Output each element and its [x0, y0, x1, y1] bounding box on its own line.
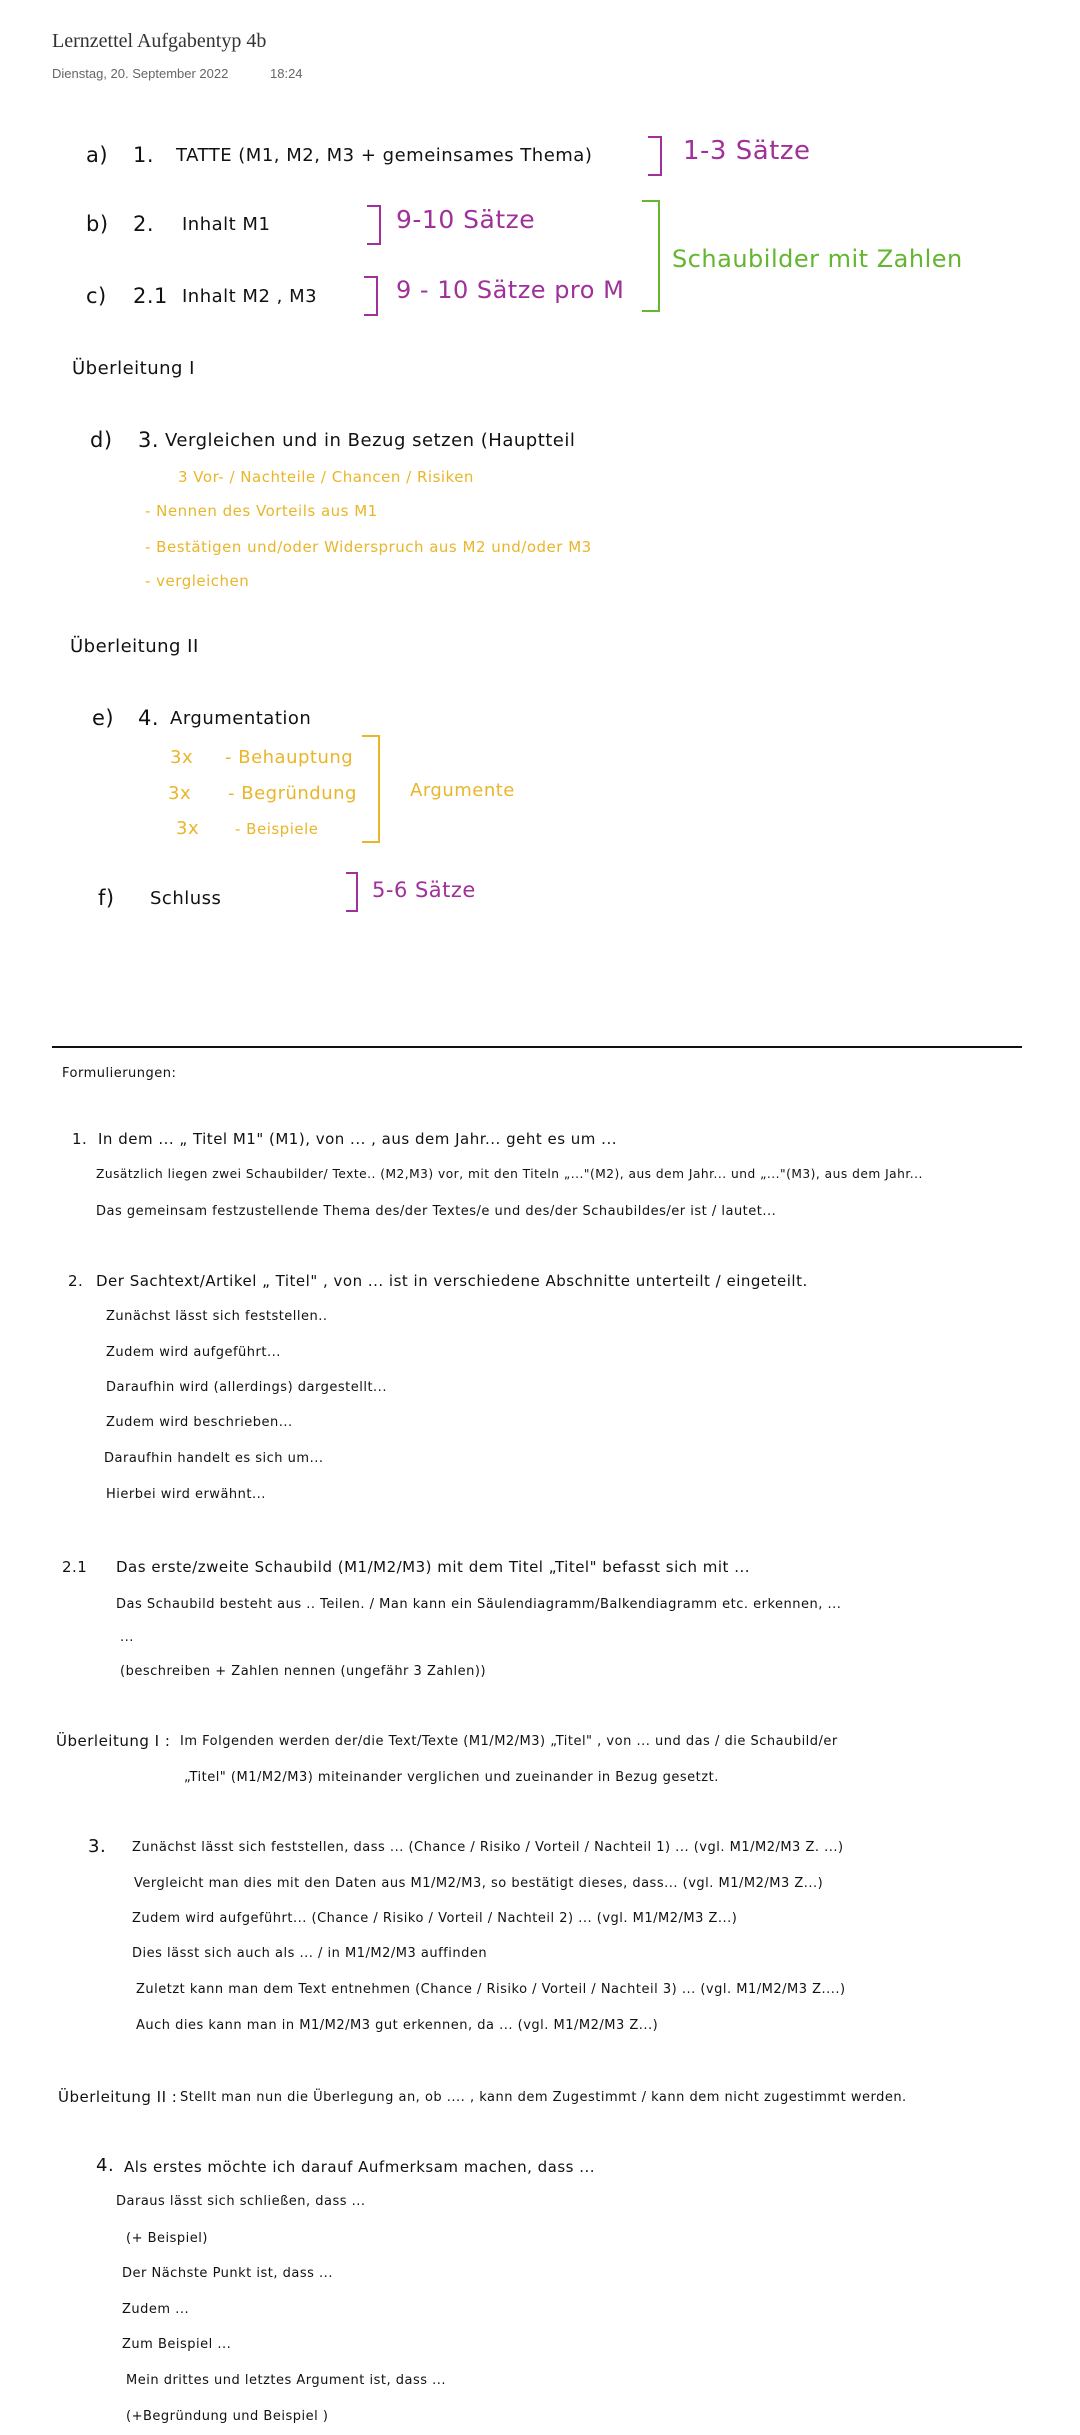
item-f-text: Schluss	[150, 888, 222, 909]
item-e-number: 4.	[138, 706, 160, 730]
formulation-line: Zunächst lässt sich feststellen, dass ... (Chance / Risiko / Vorteil / Nachteil 1) ... (vgl. M1/M2/M3 Z. ...)	[132, 1840, 844, 1855]
formulation-line: (+Begründung und Beispiel )	[126, 2409, 329, 2424]
formulation-line: Daraufhin wird (allerdings) dargestellt...	[106, 1380, 387, 1395]
formulation-line: Stellt man nun die Überlegung an, ob .... , kann dem Zugestimmt / kann dem nicht zugestimmt werden.	[180, 2090, 907, 2105]
formulation-line: Daraufhin handelt es sich um...	[104, 1451, 324, 1466]
bracket-c	[364, 276, 378, 316]
item-d-letter: d)	[90, 428, 113, 452]
item-f-letter: f)	[98, 886, 115, 910]
formulation-line: Als erstes möchte ich darauf Aufmerksam machen, dass ...	[124, 2158, 596, 2176]
argument-label: - Behauptung	[225, 747, 354, 768]
schaubilder-note: Schaubilder mit Zahlen	[672, 245, 963, 273]
item-d-text: Vergleichen und in Bezug setzen (Hauptteil	[165, 430, 576, 451]
item-d-sub: - Nennen des Vorteils aus M1	[145, 502, 378, 520]
section-1-number: 1.	[72, 1130, 88, 1148]
formulation-line: ...	[120, 1630, 134, 1645]
argument-label: - Beispiele	[235, 820, 319, 838]
item-e-text: Argumentation	[170, 708, 312, 729]
section-21-number: 2.1	[62, 1558, 88, 1576]
bracket-arguments	[362, 735, 380, 843]
transition-2: Überleitung II	[70, 636, 199, 657]
item-c-letter: c)	[86, 284, 107, 308]
note-date: Dienstag, 20. September 2022	[52, 66, 229, 81]
bracket-f	[346, 872, 358, 912]
section-4-number: 4.	[96, 2155, 115, 2176]
formulation-line: Zusätzlich liegen zwei Schaubilder/ Texte.. (M2,M3) vor, mit den Titeln „..."(M2), aus dem Jahr... und „..."(M3), aus dem Jahr...	[96, 1167, 923, 1181]
formulation-line: Der Nächste Punkt ist, dass ...	[122, 2266, 333, 2281]
formulation-line: Zum Beispiel ...	[122, 2337, 232, 2352]
formulation-line: Mein drittes und letztes Argument ist, dass ...	[126, 2373, 447, 2388]
formulation-line: Auch dies kann man in M1/M2/M3 gut erkennen, da ... (vgl. M1/M2/M3 Z...)	[136, 2018, 659, 2033]
transition-2-label: Überleitung II :	[58, 2088, 178, 2106]
formulation-line: Hierbei wird erwähnt...	[106, 1487, 266, 1502]
formulation-line: (beschreiben + Zahlen nennen (ungefähr 3 Zahlen))	[120, 1664, 487, 1679]
bracket-a	[648, 136, 662, 176]
transition-1: Überleitung I	[72, 358, 195, 379]
section-divider	[52, 1046, 1022, 1048]
item-a-letter: a)	[86, 143, 109, 167]
formulation-line: Zudem ...	[122, 2302, 190, 2317]
formulation-line: Zunächst lässt sich feststellen..	[106, 1309, 328, 1324]
bracket-b	[367, 205, 381, 245]
item-b-number: 2.	[133, 212, 155, 236]
formulations-heading: Formulierungen:	[62, 1066, 177, 1081]
item-d-sub: - vergleichen	[145, 572, 250, 590]
argument-count: 3x	[170, 747, 194, 768]
argument-count: 3x	[176, 818, 200, 839]
formulation-line: Zuletzt kann man dem Text entnehmen (Chance / Risiko / Vorteil / Nachteil 3) ... (vgl. M1/M2/M3 Z....)	[136, 1982, 846, 1997]
formulation-line: Vergleicht man dies mit den Daten aus M1/M2/M3, so bestätigt dieses, dass... (vgl. M1/M2/M3 Z...)	[134, 1876, 824, 1891]
item-b-note: 9-10 Sätze	[396, 205, 536, 234]
formulation-line: Das Schaubild besteht aus .. Teilen. / Man kann ein Säulendiagramm/Balkendiagramm etc. erkennen, ...	[116, 1597, 842, 1612]
formulation-line: Zudem wird aufgeführt... (Chance / Risiko / Vorteil / Nachteil 2) ... (vgl. M1/M2/M3 Z...)	[132, 1911, 738, 1926]
item-e-letter: e)	[92, 706, 115, 730]
argument-label: - Begründung	[228, 783, 357, 804]
section-2-number: 2.	[68, 1272, 84, 1290]
argument-note: Argumente	[410, 780, 515, 801]
formulation-line: Im Folgenden werden der/die Text/Texte (M1/M2/M3) „Titel" , von ... und das / die Schaubild/er	[180, 1734, 838, 1749]
item-a-note: 1-3 Sätze	[683, 136, 811, 166]
formulation-line: Daraus lässt sich schließen, dass ...	[116, 2194, 366, 2209]
item-d-sub: 3 Vor- / Nachteile / Chancen / Risiken	[178, 468, 474, 486]
item-c-note: 9 - 10 Sätze pro M	[396, 276, 625, 304]
item-c-number: 2.1	[133, 284, 168, 308]
item-c-text: Inhalt M2 , M3	[182, 286, 318, 307]
item-b-text: Inhalt M1	[182, 214, 271, 235]
bracket-schaubilder	[642, 200, 660, 312]
item-d-number: 3.	[138, 428, 160, 452]
item-a-number: 1.	[133, 143, 155, 167]
formulation-line: Zudem wird aufgeführt...	[106, 1345, 281, 1360]
note-time: 18:24	[270, 66, 303, 81]
argument-count: 3x	[168, 783, 192, 804]
item-d-sub: - Bestätigen und/oder Widerspruch aus M2 und/oder M3	[145, 538, 592, 556]
item-f-note: 5-6 Sätze	[372, 878, 476, 902]
page-title: Lernzettel Aufgabentyp 4b	[52, 30, 267, 52]
item-b-letter: b)	[86, 212, 109, 236]
formulation-line: In dem ... „ Titel M1" (M1), von ... , aus dem Jahr... geht es um ...	[98, 1130, 617, 1148]
transition-1-label: Überleitung I :	[56, 1732, 171, 1750]
formulation-line: „Titel" (M1/M2/M3) miteinander verglichen und zueinander in Bezug gesetzt.	[184, 1770, 719, 1785]
formulation-line: Zudem wird beschrieben...	[106, 1415, 293, 1430]
formulation-line: Dies lässt sich auch als ... / in M1/M2/M3 auffinden	[132, 1946, 488, 1961]
formulation-line: Das erste/zweite Schaubild (M1/M2/M3) mit dem Titel „Titel" befasst sich mit ...	[116, 1558, 751, 1576]
section-3-number: 3.	[88, 1836, 107, 1857]
item-a-text: TATTE (M1, M2, M3 + gemeinsames Thema)	[176, 145, 593, 166]
formulation-line: Der Sachtext/Artikel „ Titel" , von ... ist in verschiedene Abschnitte unterteilt / eingeteilt.	[96, 1272, 808, 1290]
formulation-line: (+ Beispiel)	[126, 2231, 208, 2246]
formulation-line: Das gemeinsam festzustellende Thema des/der Textes/e und des/der Schaubildes/er ist / lautet...	[96, 1204, 777, 1219]
